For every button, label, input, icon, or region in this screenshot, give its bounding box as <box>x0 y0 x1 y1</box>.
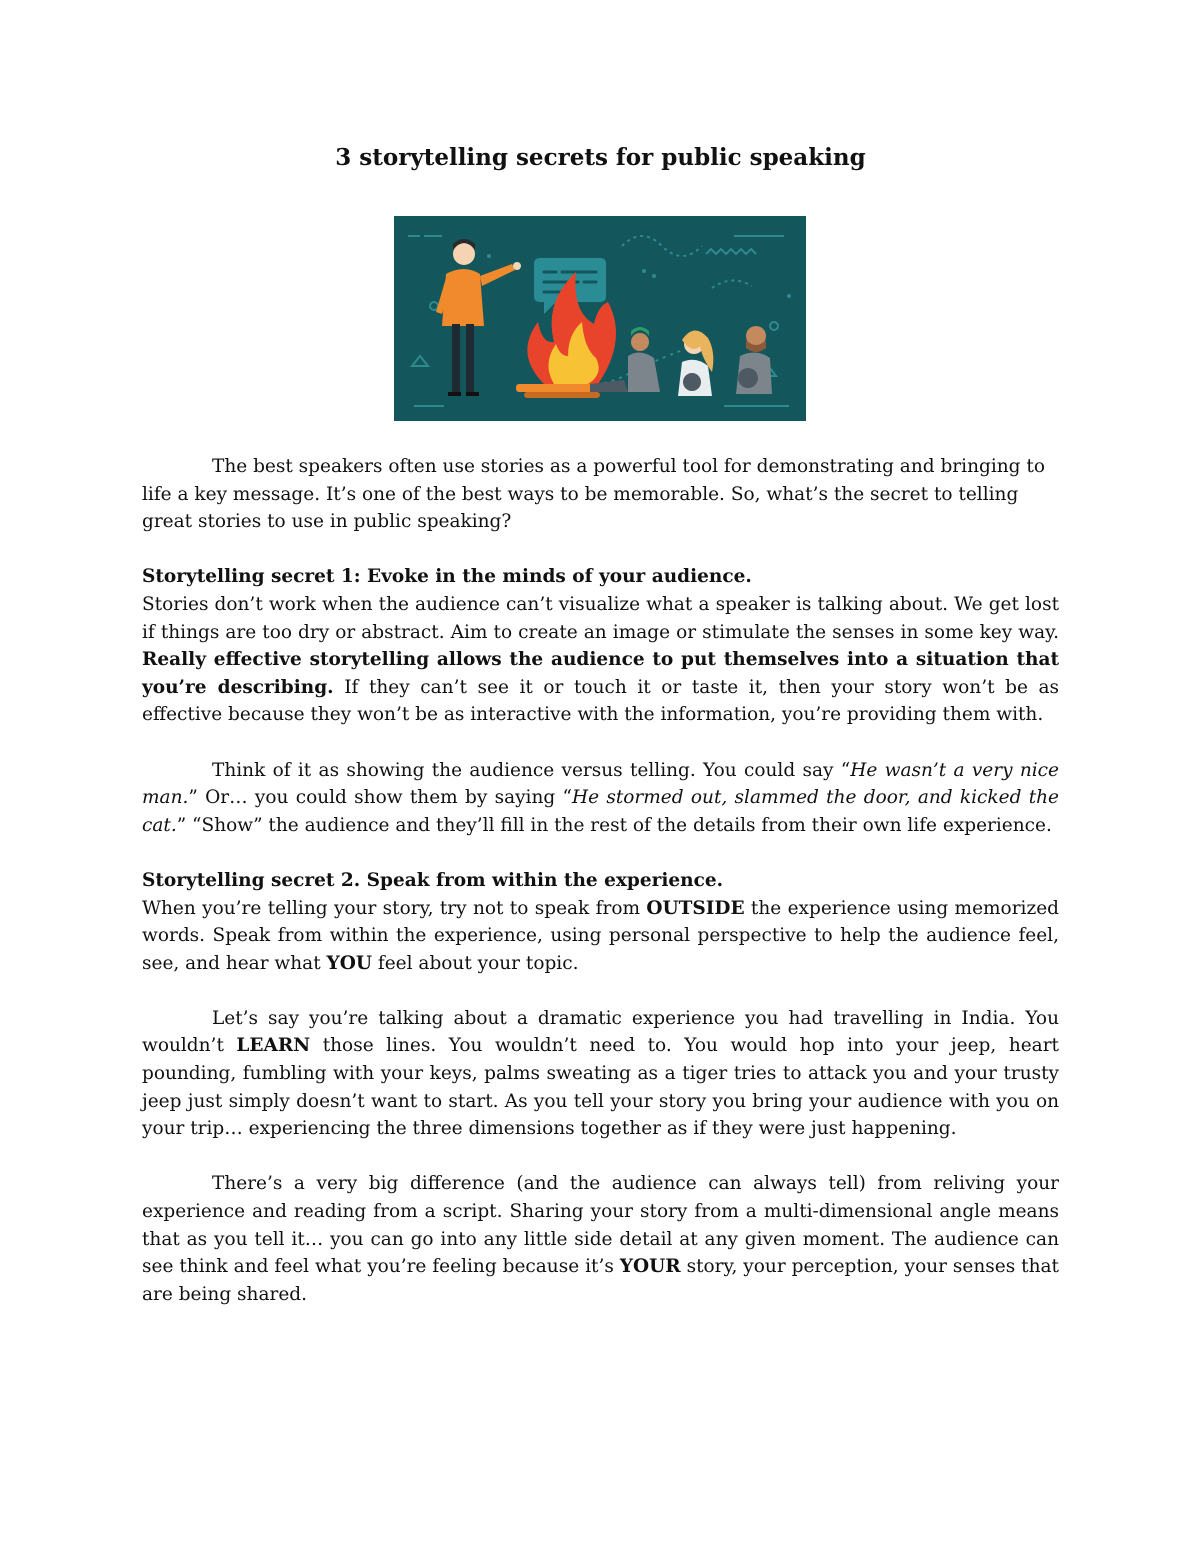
difference-text-b: story, your perception, your senses that are being shared. <box>142 1256 1059 1305</box>
secret-2-text-a: When you’re telling your story, try not to speak from <box>142 897 647 919</box>
secret-2-section <box>142 867 1059 977</box>
storytelling-illustration <box>394 216 806 421</box>
article-body <box>142 453 1059 1336</box>
show-text-a: Think of it as showing the audience versus telling. You could say “ <box>212 759 851 781</box>
secret-1-heading: Storytelling secret 1: Evoke in the minds of your audience. <box>142 566 752 588</box>
difference-paragraph <box>142 1170 1059 1308</box>
secret-1-bold-text: Really effective storytelling allows the audience to put themselves into a situation that you’re describing. <box>142 649 1059 698</box>
emphasis-outside: OUTSIDE <box>646 897 745 919</box>
intro-paragraph: The best speakers often use stories as a powerful tool for demonstrating and bringing to life a key message. It’s one of the best ways to be memorable. So, what’s the secret to telling great stories to use in public speaking? <box>142 456 1045 533</box>
quote-telling: He wasn’t a very nice man. <box>142 759 1059 809</box>
page-title: 3 storytelling secrets for public speaking <box>335 144 866 171</box>
secret-2-text-b: the experience using memorized words. Speak from within the experience, using personal perspective to help the audience feel, see, and hear what <box>142 897 1059 974</box>
show-vs-tell-paragraph <box>142 757 1059 840</box>
india-text-b: those lines. You wouldn’t need to. You would hop into your jeep, heart pounding, fumbling with your keys, palms sweating as a tiger tries to attack you and your trusty jeep just simply doesn’t want to start. As you tell your story you bring your audience with you on your trip… experiencing the three dimensions together as if they were just happening. <box>142 1035 1059 1140</box>
secret-2-text-c: feel about your topic. <box>372 952 579 974</box>
india-text-a: Let’s say you’re talking about a dramatic experience you had travelling in India. You wouldn’t <box>142 1007 1059 1057</box>
quote-showing: He stormed out, slammed the door, and kicked the cat. <box>142 787 1060 836</box>
secret-2-heading: Storytelling secret 2. Speak from within the experience. <box>142 869 724 891</box>
difference-text-a: There’s a very big difference (and the audience can always tell) from reliving your experience and reading from a script. Sharing your story from a multi-dimensional angle means that as you tell it… you can go into any little side detail at any given moment. The audience can see think and feel what you’re feeling because it’s <box>142 1173 1059 1278</box>
secret-1-text-b: If they can’t see it or touch it or taste it, then your story won’t be as effective because they won’t be as interactive with the information, you’re providing them with. <box>142 676 1060 726</box>
secret-1-section <box>142 563 1059 729</box>
emphasis-you: YOU <box>326 952 372 974</box>
emphasis-your: YOUR <box>619 1256 681 1278</box>
emphasis-learn: LEARN <box>236 1035 311 1057</box>
show-text-c: ” “Show” the audience and they’ll fill in the rest of the details from their own life experience. <box>176 814 1052 836</box>
secret-1-text-a: Stories don’t work when the audience can’t visualize what a speaker is talking about. We get lost if things are too dry or abstract. Aim to create an image or stimulate the senses in some key way. <box>142 593 1059 643</box>
show-text-b: ” Or… you could show them by saying “ <box>188 787 572 809</box>
india-example-paragraph <box>142 1005 1059 1143</box>
